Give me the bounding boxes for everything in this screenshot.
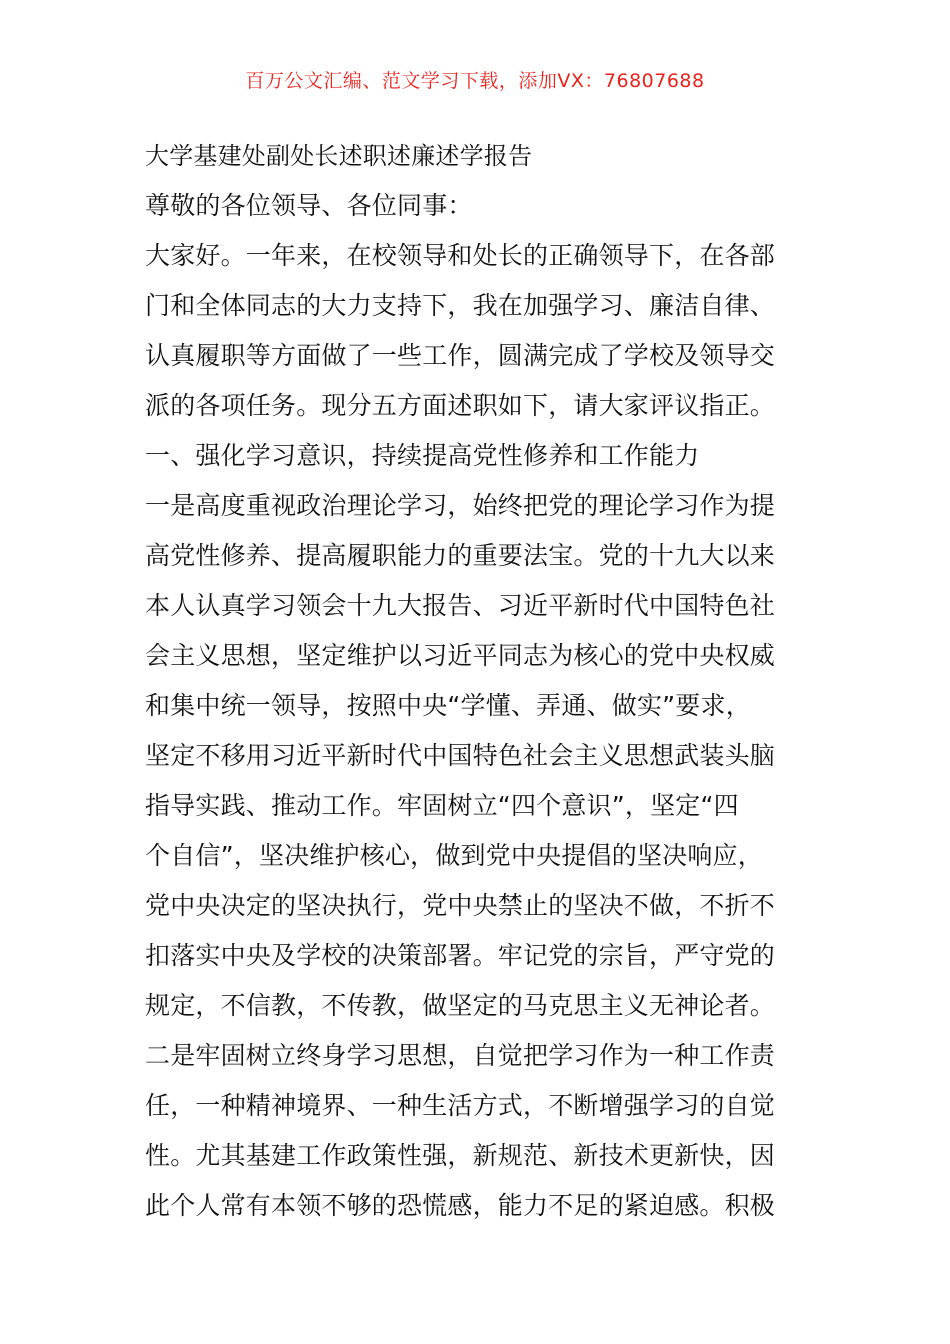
body-line: 规定，不信教，不传教，做坚定的马克思主义无神论者。: [145, 991, 776, 1020]
body-line: 门和全体同志的大力支持下，我在加强学习、廉洁自律、: [145, 291, 776, 320]
section-heading: 一、强化学习意识，持续提高党性修养和工作能力: [145, 441, 700, 470]
body-line: 一是高度重视政治理论学习，始终把党的理论学习作为提: [145, 491, 776, 520]
body-line: 二是牢固树立终身学习思想，自觉把学习作为一种工作责: [145, 1041, 776, 1070]
body-line: 此个人常有本领不够的恐慌感，能力不足的紧迫感。积极: [145, 1191, 776, 1220]
body-line: 性。尤其基建工作政策性强，新规范、新技术更新快，因: [145, 1141, 776, 1170]
body-line: 和集中统一领导，按照中央“学懂、弄通、做实”要求，: [145, 691, 751, 720]
body-line: 扣落实中央及学校的决策部署。牢记党的宗旨，严守党的: [145, 941, 776, 970]
body-line: 派的各项任务。现分五方面述职如下，请大家评议指正。: [145, 391, 776, 420]
body-line: 个自信”，坚决维护核心，做到党中央提倡的坚决响应，: [145, 841, 763, 870]
body-line: 大家好。一年来，在校领导和处长的正确领导下，在各部: [145, 241, 776, 270]
body-line: 高党性修养、提高履职能力的重要法宝。党的十九大以来: [145, 541, 776, 570]
document-body: [145, 131, 810, 1231]
body-line: 坚定不移用习近平新时代中国特色社会主义思想武装头脑: [145, 741, 776, 770]
body-line: 认真履职等方面做了一些工作，圆满完成了学校及领导交: [145, 341, 776, 370]
body-line: 会主义思想，坚定维护以习近平同志为核心的党中央权威: [145, 641, 776, 670]
body-line: 指导实践、推动工作。牢固树立“四个意识”，坚定“四: [145, 791, 739, 820]
salutation: 尊敬的各位领导、各位同事：: [145, 191, 473, 220]
header-watermark-text: 百万公文汇编、范文学习下载，添加VX：76807688: [245, 70, 705, 92]
body-line: 党中央决定的坚决执行，党中央禁止的坚决不做，不折不: [145, 891, 776, 920]
body-line: 本人认真学习领会十九大报告、习近平新时代中国特色社: [145, 591, 776, 620]
document-title: 大学基建处副处长述职述廉述学报告: [145, 142, 533, 170]
body-line: 任，一种精神境界、一种生活方式，不断增强学习的自觉: [145, 1091, 776, 1120]
